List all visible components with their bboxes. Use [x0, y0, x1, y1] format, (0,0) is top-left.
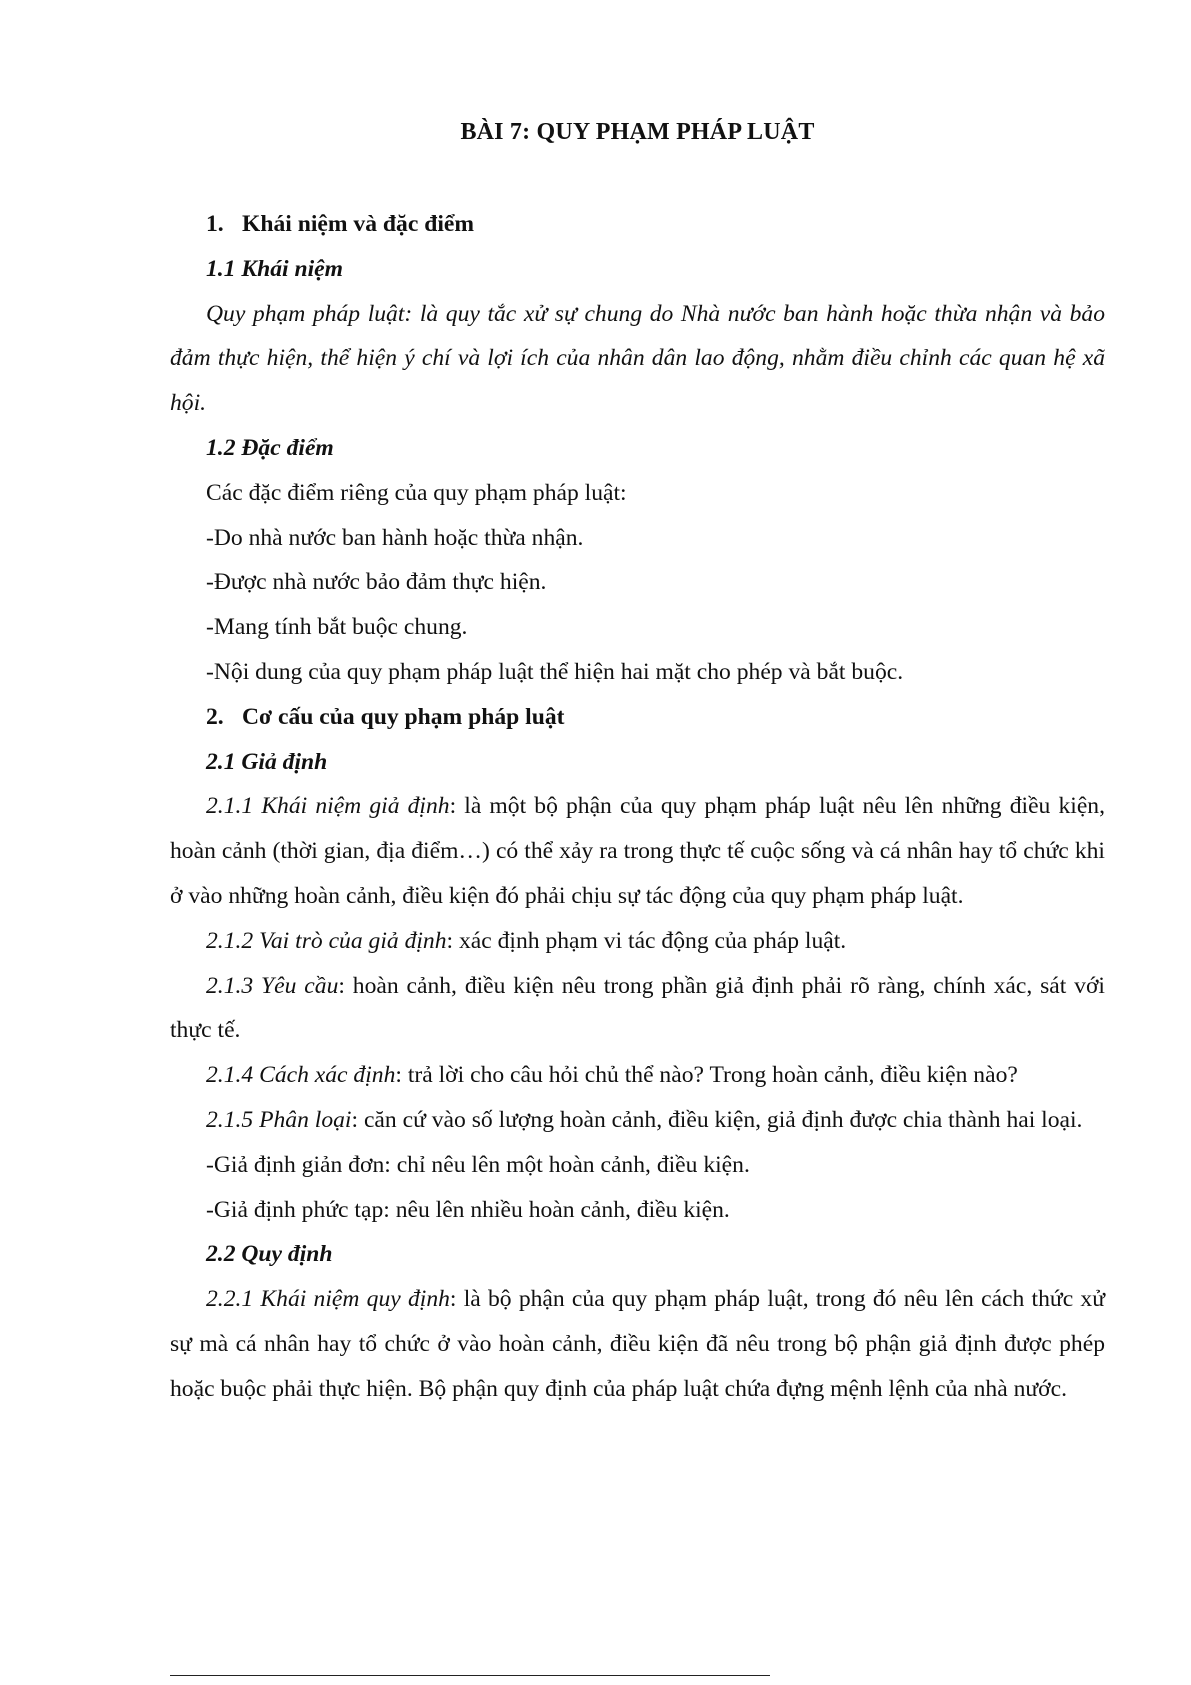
- section-2-title: Cơ cấu của quy phạm pháp luật: [242, 703, 565, 730]
- section-1-heading: [170, 202, 1105, 247]
- paragraph-2-1-1: [170, 784, 1105, 918]
- document-page: [170, 0, 1105, 1685]
- term: 2.2.1 Khái niệm quy định: [206, 1286, 450, 1313]
- footer-divider: [170, 1675, 770, 1676]
- definition-paragraph: Quy phạm pháp luật: là quy tắc xử sự chung do Nhà nước ban hành hoặc thừa nhận và bảo đảm thực hiện, thể hiện ý chí và lợi ích của nhân dân lao động, nhằm điều chỉnh các quan hệ xã hội.: [170, 300, 1105, 417]
- paragraph-text: : hoàn cảnh, điều kiện nêu trong phần giả định phải rõ ràng, chính xác, sát với thực tế.: [170, 972, 1105, 1044]
- section-2-heading: [170, 695, 1105, 740]
- paragraph-text: : trả lời cho câu hỏi chủ thể nào? Trong hoàn cảnh, điều kiện nào?: [395, 1062, 1018, 1089]
- list-item: -Nội dung của quy phạm pháp luật thể hiện hai mặt cho phép và bắt buộc.: [206, 658, 904, 685]
- list-item: -Giả định phức tạp: nêu lên nhiều hoàn cảnh, điều kiện.: [206, 1196, 730, 1223]
- list-item: -Giả định giản đơn: chỉ nêu lên một hoàn cảnh, điều kiện.: [206, 1151, 750, 1178]
- paragraph-text: : xác định phạm vi tác động của pháp luật.: [446, 927, 847, 954]
- term: 2.1.1 Khái niệm giả định: [206, 793, 450, 820]
- paragraph-2-1-2: [170, 919, 1105, 964]
- document-body: [170, 202, 1105, 1412]
- list-item: -Được nhà nước bảo đảm thực hiện.: [206, 569, 547, 596]
- section-2-2-heading: 2.2 Quy định: [206, 1241, 333, 1268]
- paragraph-2-1-3: [170, 964, 1105, 1054]
- term: 2.1.2 Vai trò của giả định: [206, 927, 447, 954]
- page-title: BÀI 7: QUY PHẠM PHÁP LUẬT: [460, 119, 815, 145]
- term: 2.1.4 Cách xác định: [206, 1062, 396, 1089]
- term: 2.1.3 Yêu cầu: [206, 972, 339, 999]
- paragraph-2-1-5: [170, 1098, 1105, 1143]
- section-2-number: 2.: [206, 703, 224, 730]
- section-1-2-heading: 1.2 Đặc điểm: [206, 434, 334, 461]
- paragraph-2-1-4: [170, 1053, 1105, 1098]
- paragraph-text: : là một bộ phận của quy phạm pháp luật nêu lên những điều kiện, hoàn cảnh (thời gian, địa điểm…) có thể xảy ra trong thực tế cuộc sống và cá nhân hay tổ chức khi ở vào những hoàn cảnh, điều kiện đó phải chịu sự tác động của quy phạm pháp luật.: [170, 793, 1106, 909]
- section-2-1-heading: 2.1 Giả định: [206, 748, 328, 775]
- section-1-title: Khái niệm và đặc điểm: [242, 211, 475, 237]
- paragraph-text: : căn cứ vào số lượng hoàn cảnh, điều kiện, giả định được chia thành hai loại.: [351, 1106, 1083, 1133]
- list-item: -Do nhà nước ban hành hoặc thừa nhận.: [206, 524, 584, 551]
- term: 2.1.5 Phân loại: [206, 1106, 352, 1133]
- section-1-number: 1.: [206, 211, 224, 237]
- list-item: -Mang tính bắt buộc chung.: [206, 614, 468, 641]
- paragraph-text: : là bộ phận của quy phạm pháp luật, trong đó nêu lên cách thức xử sự mà cá nhân hay tổ chức ở vào hoàn cảnh, điều kiện đã nêu trong bộ phận giả định được phép hoặc buộc phải thực hiện. Bộ phận quy định của pháp luật chứa đựng mệnh lệnh của nhà nước.: [170, 1286, 1105, 1402]
- characteristics-intro: Các đặc điểm riêng của quy phạm pháp luật:: [206, 479, 627, 506]
- paragraph-2-2-1: [170, 1277, 1105, 1411]
- section-1-1-heading: 1.1 Khái niệm: [206, 255, 344, 282]
